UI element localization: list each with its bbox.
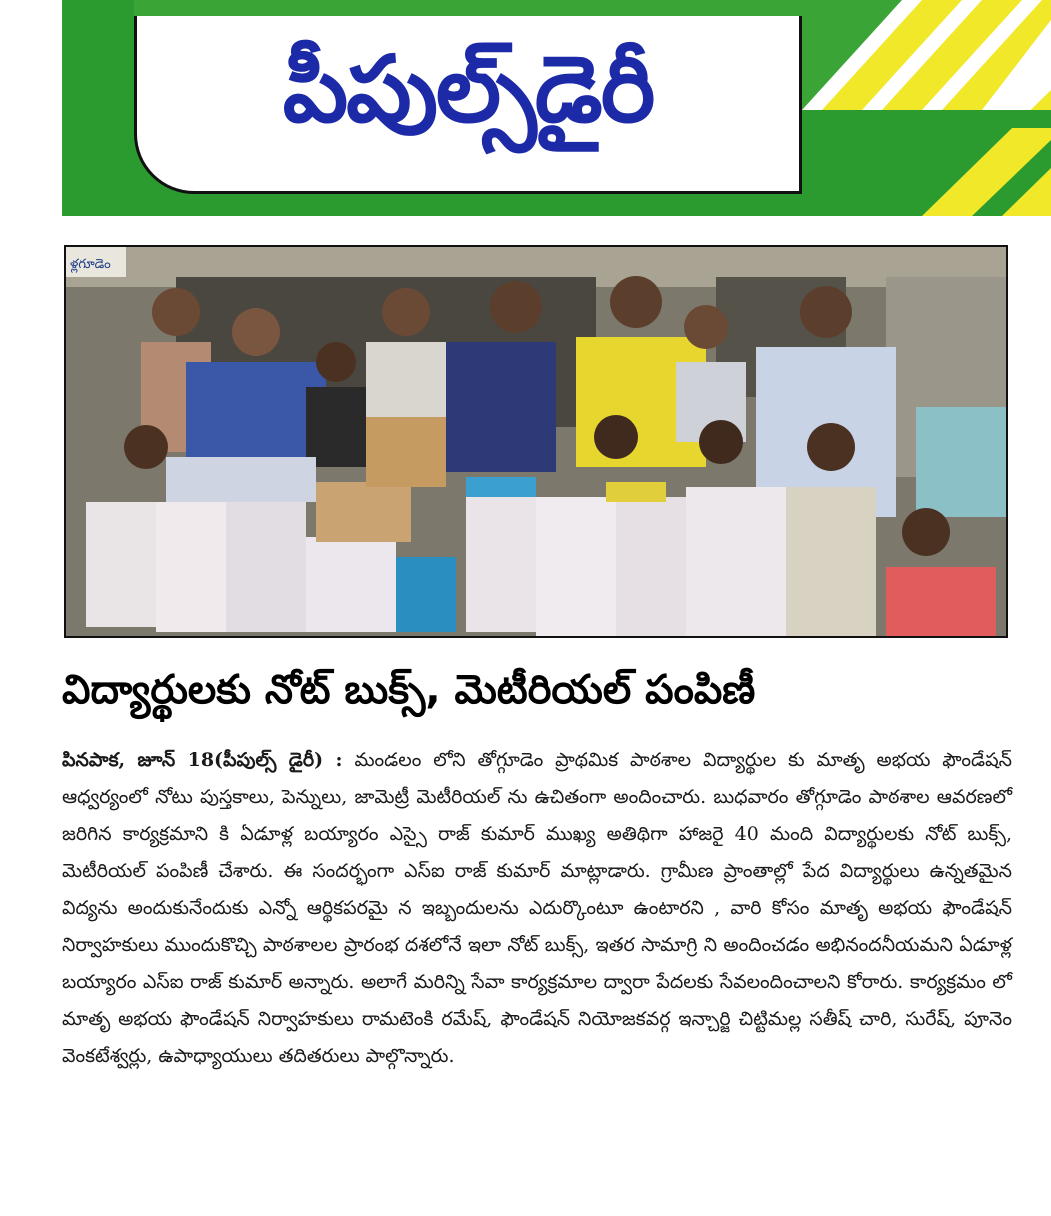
- photo-sign-text: ళ్లగూడెం: [70, 257, 111, 272]
- news-photo: [64, 245, 1008, 638]
- newspaper-logo: పీపుల్స్‌డైరీ: [282, 36, 654, 143]
- article-body: [62, 742, 1012, 1075]
- article-dateline: పినపాక, జూన్ 18(పీపుల్స్ డైరీ) :: [62, 749, 343, 771]
- distribution-event-photo: [66, 247, 1006, 636]
- logo-box: [134, 16, 802, 194]
- masthead-banner: [62, 0, 1051, 216]
- article-headline: విద్యార్థులకు నోట్ బుక్స్, మెటీరియల్ పంపిణీ: [62, 667, 756, 713]
- article-text: మండలం లోని తోగ్గూడెం ప్రాథమిక పాఠశాల విద్యార్థుల కు మాతృ అభయ ఫౌండేషన్ ఆధ్వర్యంలో నోటు పుస్తకాలు, పెన్నులు, జామెట్రీ మెటీరియల్ ను ఉచితంగా అందించారు. బుధవారం తోగ్గూడెం పాఠశాల ఆవరణలో జరిగిన కార్యక్రమాని కి ఏడూళ్ల బయ్యారం ఎస్సై రాజ్ కుమార్ ముఖ్య అతిథిగా హాజరై 40 మంది విద్యార్థులకు నోట్ బుక్స్, మెటీరియల్ పంపిణీ చేశారు. ఈ సందర్భంగా ఎస్ఐ రాజ్ కుమార్ మాట్లాడారు. గ్రామీణ ప్రాంతాల్లో పేద విద్యార్థులు ఉన్నతమైన విద్యను అందుకునేందుకు ఎన్నో ఆర్థికపరమై న ఇబ్బందులను ఎదుర్కొంటూ ఉంటారని , వారి కోసం మాతృ అభయ ఫౌండేషన్ నిర్వాహకులు ముందుకొచ్చి పాఠశాలల ప్రారంభ దశలోనే ఇలా నోట్ బుక్స్, ఇతర సామాగ్రి ని అందించడం అభినందనీయమని ఏడూళ్ల బయ్యారం ఎస్ఐ రాజ్ కుమార్ అన్నారు. అలాగే మరిన్ని సేవా కార్యక్రమాల ద్వారా పేదలకు సేవలందించాలని కోరారు. కార్యక్రమం లో మాతృ అభయ ఫౌండేషన్ నిర్వాహకులు రామటెంకి రమేష్, ఫౌండేషన్ నియోజకవర్గ ఇన్చార్జి చిట్టిమల్ల సతీష్ చారి, సురేష్, పూనెం వెంకటేశ్వర్లు, ఉపాధ్యాయులు తదితరులు పాల్గొన్నారు.: [62, 749, 1012, 1067]
